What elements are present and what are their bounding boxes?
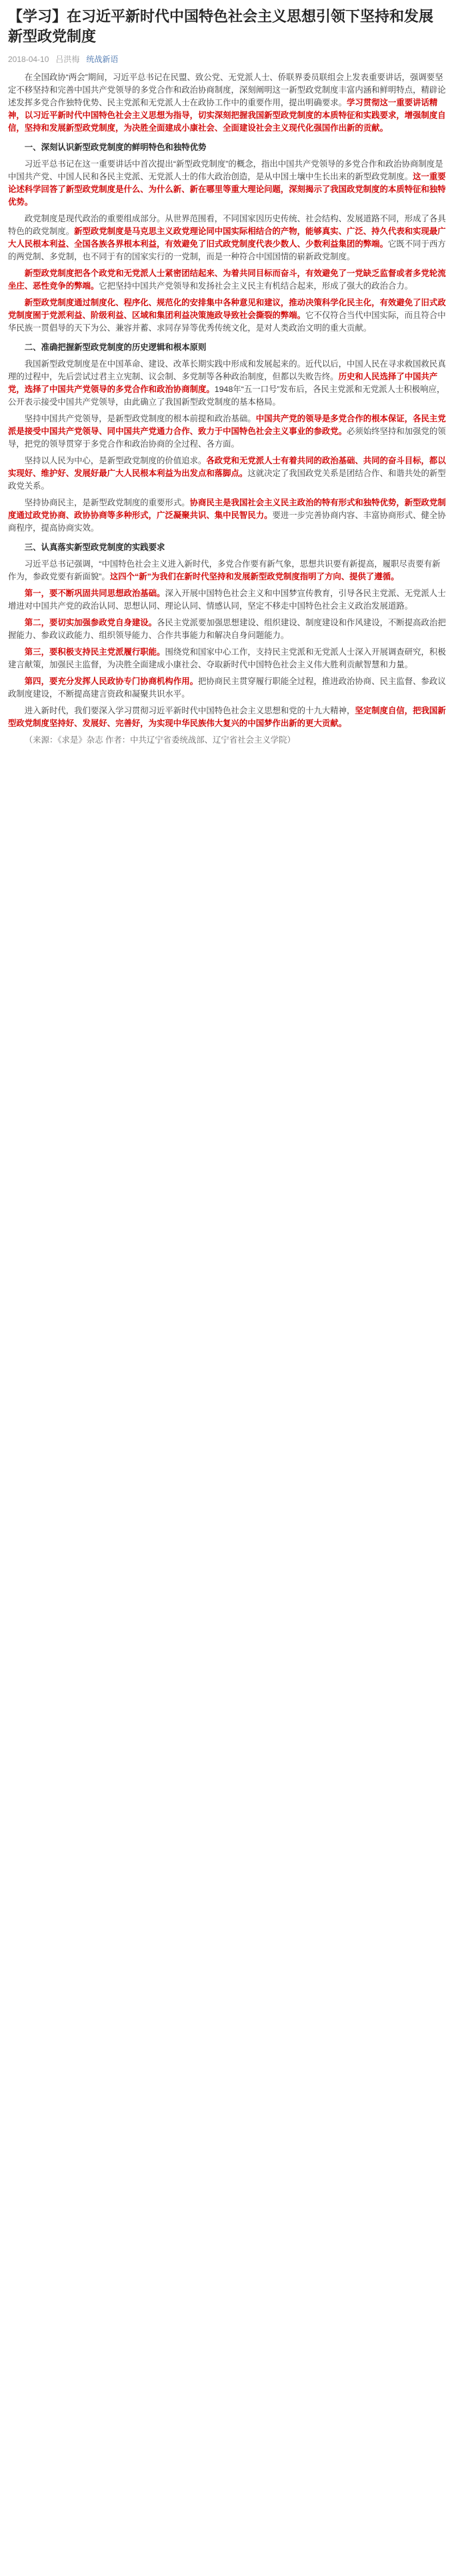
intro-paragraph (8, 71, 446, 135)
body-paragraph (8, 617, 446, 642)
paragraph-text: 坚持以人民为中心，是新型政党制度的价值追求。 (24, 456, 207, 465)
paragraph-text: 必须始终坚持和加强党的领导，把党的领导贯穿于多党合作和政治协商的全过程、各方面。 (8, 427, 446, 449)
paragraph-text: 我国新型政党制度是在中国革命、建设、改革长期实践中形成和发展起来的。近代以后，中国人民在寻求救国救民真理的过程中，先后尝试过君主立宪制、议会制、多党制等各种政治制度，但都以失败告终。 (8, 359, 446, 381)
paragraph-text: 围绕党和国家中心工作，支持民主党派和无党派人士深入开展调查研究，积极建言献策，加强民主监督，为决胜全面建成小康社会、夺取新时代中国特色社会主义伟大胜利贡献智慧和力量。 (8, 647, 446, 669)
highlight-text: 要充分发挥人民政协专门协商机构作用。 (49, 677, 198, 686)
highlight-text: 这四个“新”为我们在新时代坚持和发展新型政党制度指明了方向、提供了遵循。 (109, 572, 399, 581)
paragraph-text: 坚持协商民主，是新型政党制度的重要形式。 (24, 498, 190, 507)
highlight-text: 坚定制度自信，把我国新型政党制度坚持好、发展好、完善好，为实现中华民族伟大复兴的中国梦作出新的更大贡献。 (8, 706, 446, 728)
body-paragraph (8, 558, 446, 583)
paragraph-text: 政党制度是现代政治的重要组成部分。从世界范围看，不同国家因历史传统、社会结构、发展道路不同，形成了各具特色的政党制度。 (8, 214, 446, 236)
body-paragraph (8, 213, 446, 263)
paragraph-text: 坚持中国共产党领导，是新型政党制度的根本前提和政治基础。 (24, 414, 256, 423)
section-heading: 三、认真落实新型政党制度的实践要求 (24, 543, 165, 552)
highlight-text: 这一重要论述科学回答了新型政党制度是什么、为什么新、新在哪里等重大理论问题，深刻揭示了我国政党制度的本质特征和独特优势。 (8, 172, 446, 207)
paragraph-text: 深入开展中国特色社会主义和中国梦宣传教育，引导各民主党派、无党派人士增进对中国共产党的政治认同、思想认同、理论认同、情感认同，坚定不移走中国特色社会主义政治发展道路。 (8, 589, 446, 611)
highlight-text: 新型政党制度把各个政党和无党派人士紧密团结起来、为着共同目标而奋斗，有效避免了一党缺乏监督或者多党轮流坐庄、恶性竞争的弊端。 (8, 269, 446, 291)
body-paragraph (8, 675, 446, 701)
article-meta (8, 53, 446, 65)
highlight-text: 中国共产党的领导是多党合作的根本保证，各民主党派是接受中国共产党领导、同中国共产党通力合作、致力于中国特色社会主义事业的参政党。 (8, 414, 446, 436)
paragraph-text: 进入新时代，我们要深入学习贯彻习近平新时代中国特色社会主义思想和党的十九大精神， (24, 706, 355, 715)
paragraph-text: 在全国政协“两会”期间，习近平总书记在民盟、致公党、无党派人士、侨联界委员联组会上发表重要讲话，强调要坚定不移坚持和完善中国共产党领导的多党合作和政治协商制度，深刻阐明这一新型政党制度丰富内涵和鲜明特点，精辟论述发挥多党合作独特优势、民主党派和无党派人士在政协工作中的重要作用，提出明确要求。 (8, 73, 446, 107)
body-paragraph (8, 413, 446, 451)
highlight-text: 新型政党制度是马克思主义政党理论同中国实际相结合的产物，能够真实、广泛、持久代表和实现最广大人民根本利益、全国各族各界根本利益，有效避免了旧式政党制度代表少数人、少数利益集团的弊端。 (8, 227, 446, 249)
paragraph-text: 习近平总书记强调，“中国特色社会主义进入新时代，多党合作要有新气象，思想共识要有新提高，履职尽责要有新作为，参政党要有新面貌”。 (8, 559, 441, 581)
article-page (0, 0, 454, 759)
paragraph-text: 习近平总书记在这一重要讲话中首次提出“新型政党制度”的概念，指出中国共产党领导的多党合作和政治协商制度是中国共产党、中国人民和各民主党派、无党派人士的伟大政治创造，是从中国土壤中生长出来的新型政党制度。 (8, 159, 443, 181)
body-paragraph (8, 267, 446, 293)
paragraph-text: 它不仅符合当代中国实际，而且符合中华民族一贯倡导的天下为公、兼容并蓄、求同存异等优秀传统文化，是对人类政治文明的重大贡献。 (8, 311, 446, 333)
paragraph-text: 这就决定了我国政党关系是团结合作、和谐共处的新型政党关系。 (8, 469, 446, 491)
body-paragraph (8, 455, 446, 493)
ordinal-label: 第二， (24, 618, 49, 627)
ordinal-label: 第四， (24, 677, 49, 686)
paragraph-text: 1948年“五一口号”发布后，各民主党派和无党派人士积极响应，公开表示接受中国共产党领导，由此确立了我国新型政党制度的基本格局。 (8, 385, 445, 407)
highlight-text: 各政党和无党派人士有着共同的政治基础、共同的奋斗目标，都以实现好、维护好、发展好最广大人民根本利益为出发点和落脚点。 (8, 456, 446, 478)
paragraph-text: 它把坚持中国共产党领导和发扬社会主义民主有机结合起来，形成了强大的政治合力。 (99, 281, 413, 291)
paragraph-text: 要进一步完善协商内容、丰富协商形式、健全协商程序，提高协商实效。 (8, 511, 446, 533)
ordinal-label: 第一， (24, 589, 49, 598)
highlight-text: 协商民主是我国社会主义民主政治的特有形式和独特优势，新型政党制度通过政党协商、政协协商等多种形式，广泛凝聚共识、集中民智民力。 (8, 498, 446, 520)
highlight-text: 历史和人民选择了中国共产党，选择了中国共产党领导的多党合作和政治协商制度。 (8, 372, 438, 394)
body-paragraph (8, 646, 446, 671)
paragraph-text: 各民主党派要加强思想建设、组织建设、制度建设和作风建设，不断提高政治把握能力、参政议政能力、组织领导能力、合作共事能力和解决自身问题能力。 (8, 618, 446, 640)
body-paragraph (8, 587, 446, 613)
article-author: 吕洪梅 (55, 55, 80, 64)
section-heading: 二、准确把握新型政党制度的历史逻辑和根本原则 (24, 343, 207, 352)
highlight-text: 要切实加强参政党自身建设。 (49, 618, 157, 627)
body-paragraph (8, 297, 446, 335)
body-paragraph (8, 705, 446, 730)
article-content (8, 71, 446, 747)
article-title: 【学习】在习近平新时代中国特色社会主义思想引领下坚持和发展新型政党制度 (8, 8, 434, 45)
body-paragraph (8, 158, 446, 209)
paragraph-text: 把协商民主贯穿履行职能全过程，推进政治协商、民主监督、参政议政制度建设，不断提高建言资政和凝聚共识水平。 (8, 677, 446, 699)
body-paragraph (8, 497, 446, 535)
article-date: 2018-04-10 (8, 54, 49, 64)
channel-link[interactable]: 统战新语 (86, 55, 119, 64)
highlight-text: 要积极支持民主党派履行职能。 (49, 647, 165, 657)
section-heading: 一、深刻认识新型政党制度的鲜明特色和独特优势 (24, 143, 207, 152)
highlight-text: 学习贯彻这一重要讲话精神，以习近平新时代中国特色社会主义思想为指导，切实深刻把握我国新型政党制度的本质特征和实践要求，增强制度自信，坚持和发展新型政党制度，为决胜全面建成小康社会、全面建设社会主义现代化强国作出新的贡献。 (8, 98, 446, 133)
highlight-text: 新型政党制度通过制度化、程序化、规范化的安排集中各种意见和建议，推动决策科学化民主化，有效避免了旧式政党制度囿于党派利益、阶级利益、区域和集团利益决策施政导致社会撕裂的弊端。 (8, 298, 446, 320)
source-note: （来源：《求是》杂志 作者：中共辽宁省委统战部、辽宁省社会主义学院） (24, 735, 295, 745)
paragraph-text: 它既不同于西方的两党制、多党制，也不同于有的国家实行的一党制，而是一种符合中国国情的崭新政党制度。 (8, 239, 446, 261)
body-paragraph (8, 358, 446, 409)
ordinal-label: 第三， (24, 647, 49, 657)
highlight-text: 要不断巩固共同思想政治基础。 (49, 589, 165, 598)
